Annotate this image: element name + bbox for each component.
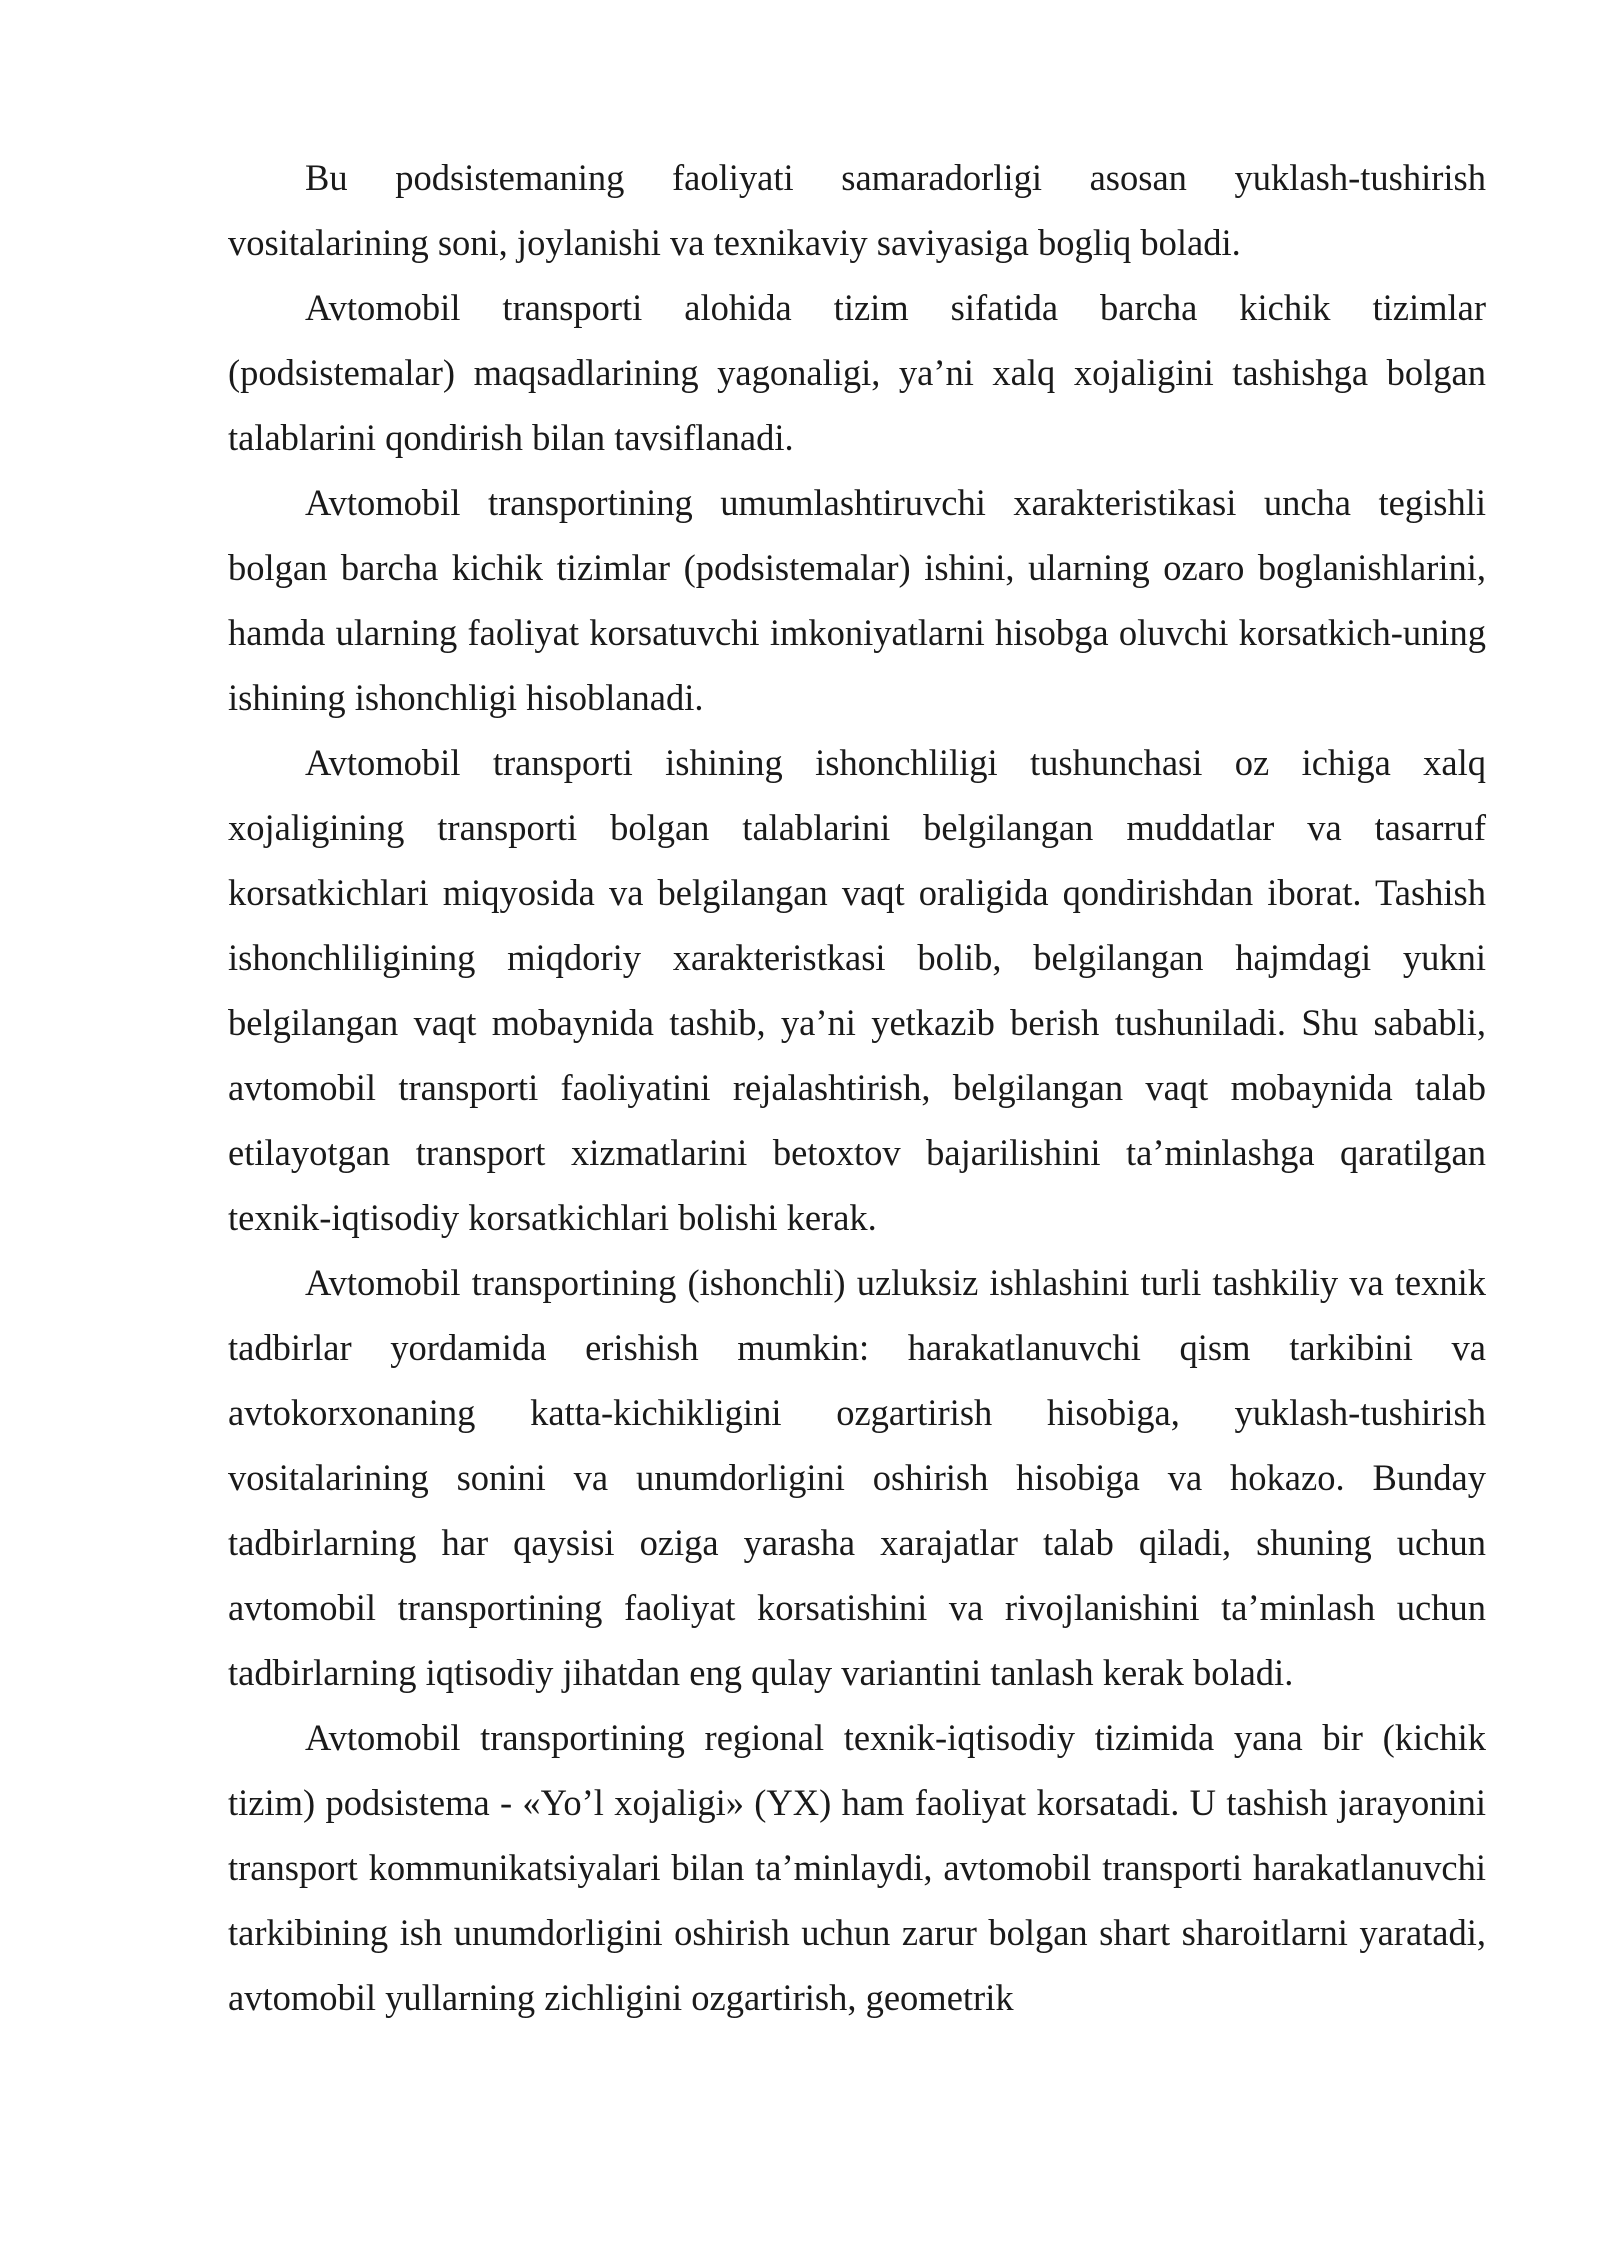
paragraph-5: Avtomobil transportining (ishonchli) uzluksiz ishlashini turli tashkiliy va texnik tadbirlar yordamida erishish mumkin: harakatlanuvchi qism tarkibini va avtokorxonaning katta-kichikligini ozgartirish hisobiga, yuklash-tushirish vositalarining sonini va unumdorligini oshirish hisobiga va hokazo. Bunday tadbirlarning har qaysisi oziga yarasha xarajatlar talab qiladi, shuning uchun avtomobil transportining faoliyat korsatishini va rivojlanishini ta’minlash uchun tadbirlarning iqtisodiy jihatdan eng qulay variantini tanlash kerak boladi. xyxy=(228,1262,1486,1693)
paragraph-2: Avtomobil transporti alohida tizim sifatida barcha kichik tizimlar (podsistemalar) maqsadlarining yagonaligi, ya’ni xalq xojaligini tashishga bolgan talablarini qondirish bilan tavsiflanadi. xyxy=(228,287,1486,458)
paragraph-3: Avtomobil transportining umumlashtiruvchi xarakteristikasi uncha tegishli bolgan barcha kichik tizimlar (podsistemalar) ishini, ularning ozaro boglanishlarini, hamda ularning faoliyat korsatuvchi imkoniyatlarni hisobga oluvchi korsatkich-uning ishining ishonchligi hisoblanadi. xyxy=(228,482,1486,718)
text-body xyxy=(228,145,1486,2030)
paragraph-1: Bu podsistemaning faoliyati samaradorligi asosan yuklash-tushirish vositalarining soni, joylanishi va texnikaviy saviyasiga bogliq boladi. xyxy=(228,157,1486,263)
paragraph-6: Avtomobil transportining regional texnik-iqtisodiy tizimida yana bir (kichik tizim) podsistema - «Yo’l xojaligi» (YX) ham faoliyat korsatadi. U tashish jarayonini transport kommunikatsiyalari bilan ta’minlaydi, avtomobil transporti harakatlanuvchi tarkibining ish unumdorligini oshirish uchun zarur bolgan shart sharoitlarni yaratadi, avtomobil yullarning zichligini ozgartirish, geometrik xyxy=(228,1717,1486,2018)
paragraph-4: Avtomobil transporti ishining ishonchliligi tushunchasi oz ichiga xalq xojaligining transporti bolgan talablarini belgilangan muddatlar va tasarruf korsatkichlari miqyosida va belgilangan vaqt oraligida qondirishdan iborat. Tashish ishonchliligining miqdoriy xarakteristkasi bolib, belgilangan hajmdagi yukni belgilangan vaqt mobaynida tashib, ya’ni yetkazib berish tushuniladi. Shu sababli, avtomobil transporti faoliyatini rejalashtirish, belgilangan vaqt mobaynida talab etilayotgan transport xizmatlarini betoxtov bajarilishini ta’minlashga qaratilgan texnik-iqtisodiy korsatkichlari bolishi kerak. xyxy=(228,742,1486,1238)
